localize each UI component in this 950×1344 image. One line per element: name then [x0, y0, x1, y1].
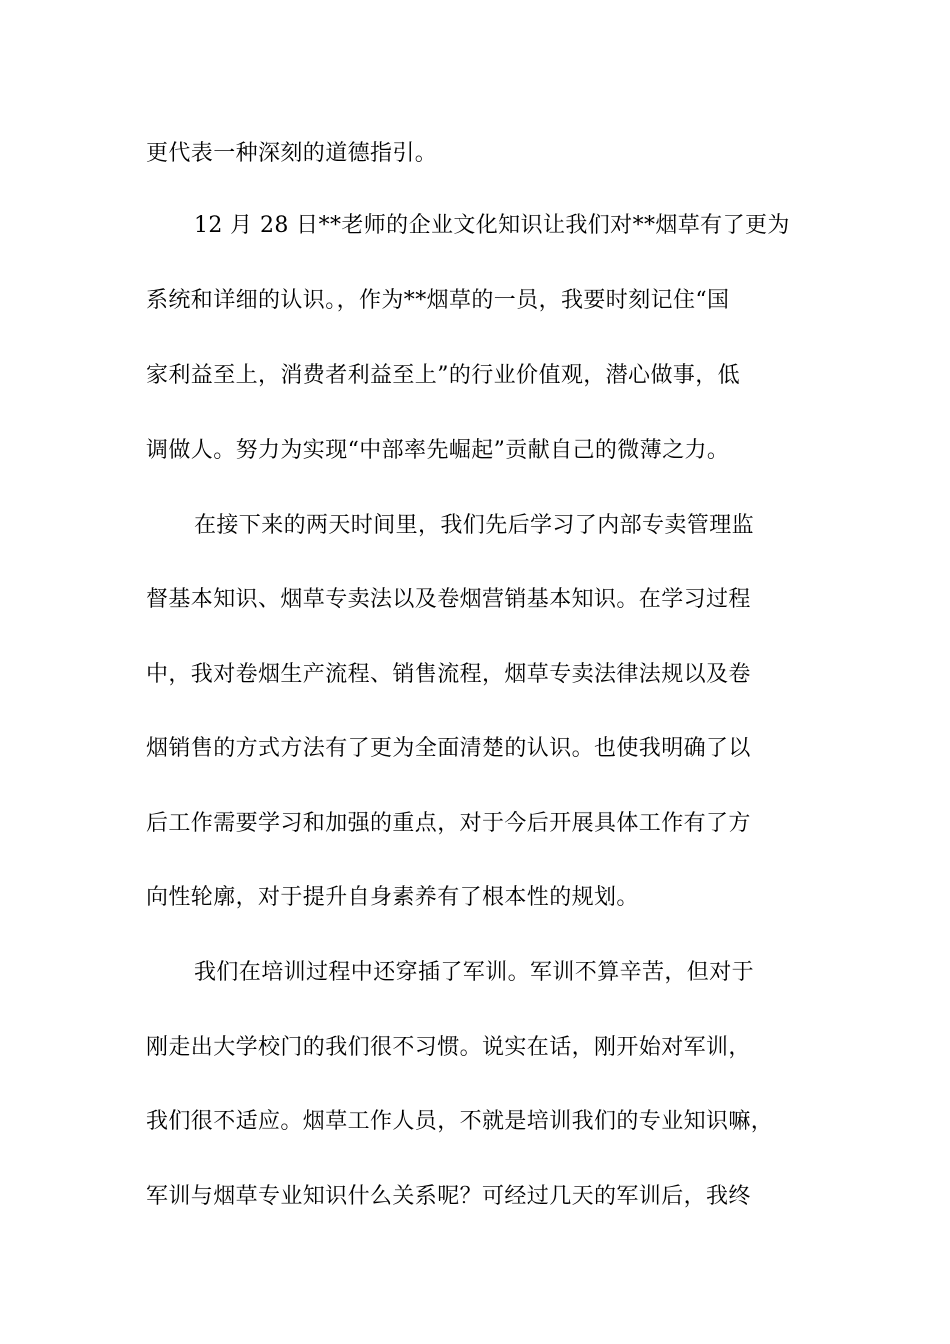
text-line: 中，我对卷烟生产流程、销售流程，烟草专卖法律法规以及卷 [146, 662, 751, 687]
text-line: 向性轮廓，对于提升自身素养有了根本性的规划。 [146, 885, 639, 910]
paragraph-first-line: 在接下来的两天时间里，我们先后学习了内部专卖管理监 [194, 513, 755, 538]
text-line: 系统和详细的认识。，作为**烟草的一员，我要时刻记住“国 [146, 288, 730, 313]
paragraph-first-line: 我们在培训过程中还穿插了军训。军训不算辛苦，但对于 [194, 960, 755, 985]
paragraph-first-line: 12 月 28 日**老师的企业文化知识让我们对**烟草有了更为 [194, 213, 790, 238]
text-line: 家利益至上，消费者利益至上”的行业价值观，潜心做事，低 [146, 363, 741, 388]
text-line: 调做人。努力为实现“中部率先崛起”贡献自己的微薄之力。 [146, 438, 730, 463]
text-line: 我们很不适应。烟草工作人员，不就是培训我们的专业知识嘛， [146, 1109, 774, 1134]
text-line: 烟销售的方式方法有了更为全面清楚的认识。也使我明确了以 [146, 736, 751, 761]
text-line: 刚走出大学校门的我们很不习惯。说实在话，刚开始对军训， [146, 1035, 751, 1060]
text-line: 督基本知识、烟草专卖法以及卷烟营销基本知识。在学习过程 [146, 587, 751, 612]
text-line: 更代表一种深刻的道德指引。 [146, 141, 438, 166]
text-line: 军训与烟草专业知识什么关系呢？可经过几天的军训后，我终 [146, 1184, 751, 1209]
text-line: 后工作需要学习和加强的重点，对于今后开展具体工作有了方 [146, 811, 751, 836]
